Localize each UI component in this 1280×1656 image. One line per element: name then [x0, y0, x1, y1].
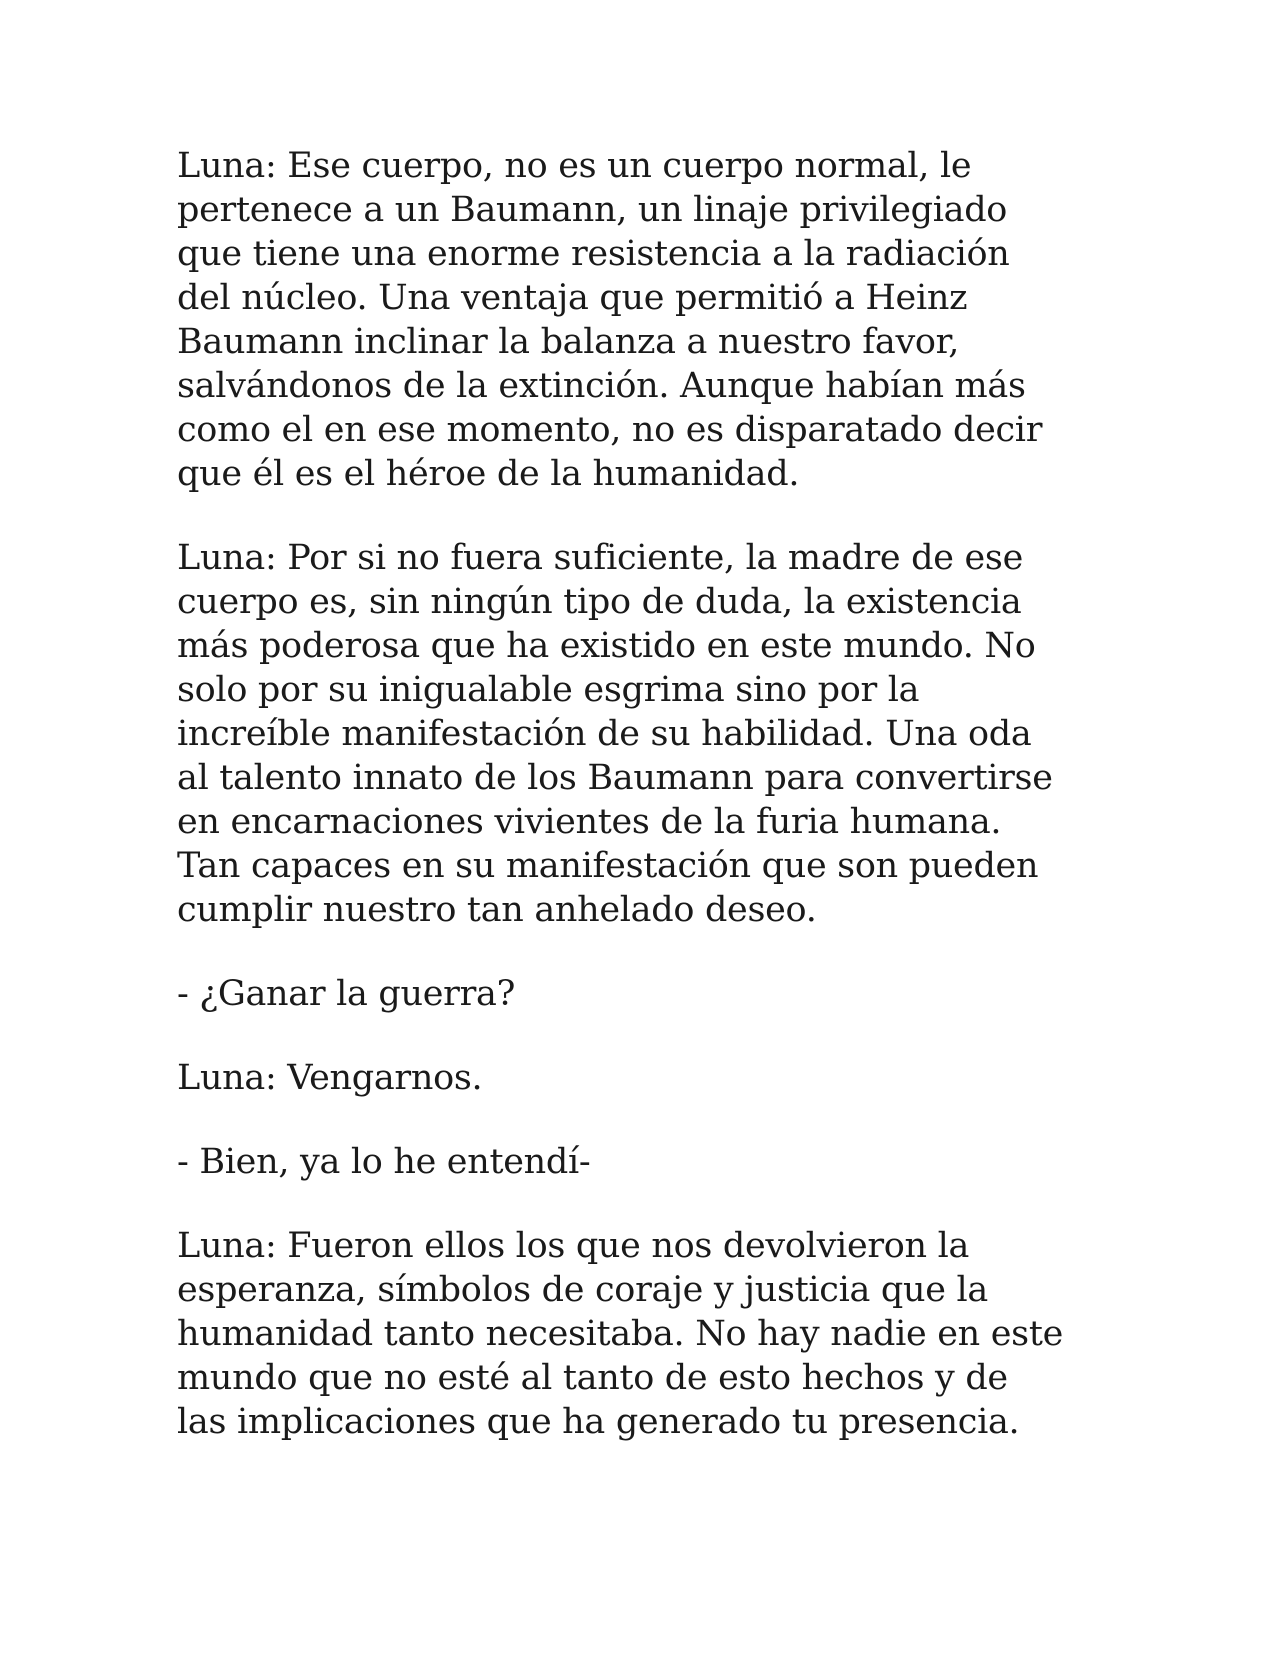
text-line: al talento innato de los Baumann para convertirse [177, 758, 1053, 798]
text-line: como el en ese momento, no es disparatado decir [177, 410, 1043, 450]
paragraph-6 [177, 1224, 1177, 1444]
text-line: que tiene una enorme resistencia a la radiación [177, 234, 1010, 274]
text-line: mundo que no esté al tanto de esto hechos y de [177, 1358, 1008, 1398]
text-line: que él es el héroe de la humanidad. [177, 454, 800, 494]
text-line: solo por su inigualable esgrima sino por la [177, 670, 920, 710]
text-line: Baumann inclinar la balanza a nuestro favor, [177, 322, 960, 362]
text-line: cumplir nuestro tan anhelado deseo. [177, 890, 817, 930]
text-line: Luna: Por si no fuera suficiente, la madre de ese [177, 538, 1023, 578]
text-line: Luna: Vengarnos. [177, 1058, 483, 1098]
paragraph-3 [177, 972, 1177, 1016]
text-line: cuerpo es, sin ningún tipo de duda, la existencia [177, 582, 1022, 622]
text-line: Luna: Fueron ellos los que nos devolvieron la [177, 1226, 970, 1266]
text-line: las implicaciones que ha generado tu presencia. [177, 1402, 1020, 1442]
text-line: esperanza, símbolos de coraje y justicia que la [177, 1270, 988, 1310]
paragraph-1 [177, 144, 1177, 496]
text-line: en encarnaciones vivientes de la furia humana. [177, 802, 1002, 842]
text-line: salvándonos de la extinción. Aunque habían más [177, 366, 1026, 406]
text-line: humanidad tanto necesitaba. No hay nadie en este [177, 1314, 1063, 1354]
document-page [177, 144, 1177, 1484]
text-line: - Bien, ya lo he entendí- [177, 1142, 591, 1182]
text-line: increíble manifestación de su habilidad. Una oda [177, 714, 1032, 754]
text-line: pertenece a un Baumann, un linaje privilegiado [177, 190, 1008, 230]
paragraph-4 [177, 1056, 1177, 1100]
text-line: Tan capaces en su manifestación que son pueden [177, 846, 1039, 886]
text-line: - ¿Ganar la guerra? [177, 974, 516, 1014]
text-line: del núcleo. Una ventaja que permitió a Heinz [177, 278, 968, 318]
text-line: Luna: Ese cuerpo, no es un cuerpo normal, le [177, 146, 972, 186]
paragraph-5 [177, 1140, 1177, 1184]
text-line: más poderosa que ha existido en este mundo. No [177, 626, 1036, 666]
paragraph-2 [177, 536, 1177, 932]
